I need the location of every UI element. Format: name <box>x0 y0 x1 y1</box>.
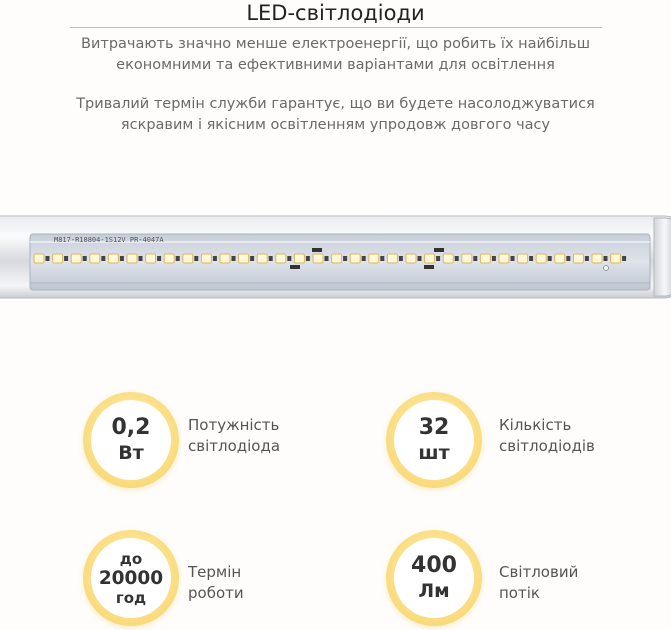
led-resistor <box>139 256 143 261</box>
led-chip <box>220 254 230 263</box>
power-badge <box>83 392 179 488</box>
count-unit: шт <box>418 442 450 464</box>
flux-label <box>499 562 578 604</box>
led-resistor <box>287 256 291 261</box>
intro-line: яскравим і якісним освітленням упродовж довгого часу <box>120 117 551 133</box>
led-resistor <box>46 256 50 261</box>
led-chip <box>108 254 118 263</box>
intro-paragraph-1 <box>0 34 671 76</box>
page-title: LED-світлодіоди <box>246 1 425 25</box>
power-label-line: світлодіода <box>188 437 281 455</box>
power-value: 0,2 <box>111 415 151 440</box>
led-resistor <box>622 256 626 261</box>
led-chip <box>406 254 416 263</box>
led-chip <box>443 254 453 263</box>
led-resistor <box>120 256 124 261</box>
led-chip <box>332 254 342 263</box>
led-resistor <box>343 256 347 261</box>
led-chip <box>294 254 304 263</box>
led-resistor <box>213 256 217 261</box>
count-label <box>499 415 595 457</box>
led-resistor <box>548 256 552 261</box>
led-chip <box>90 254 100 263</box>
led-resistor <box>232 256 236 261</box>
lifetime-label-line: Термін <box>188 563 242 581</box>
power-unit: Вт <box>118 442 144 464</box>
led-chip <box>350 254 360 263</box>
led-resistor <box>176 256 180 261</box>
led-resistor <box>399 256 403 261</box>
led-chip <box>536 254 546 263</box>
led-resistor <box>250 256 254 261</box>
led-chip <box>611 254 621 263</box>
led-resistor <box>269 256 273 261</box>
lifetime-value: 20000 <box>98 567 164 589</box>
led-chip <box>201 254 211 263</box>
led-resistor <box>473 256 477 261</box>
led-resistor <box>418 256 422 261</box>
led-resistor <box>64 256 68 261</box>
led-resistor <box>362 256 366 261</box>
led-chip <box>425 254 435 263</box>
led-chip <box>592 254 602 263</box>
flux-badge <box>386 530 482 626</box>
led-resistor <box>380 256 384 261</box>
led-chip <box>499 254 509 263</box>
led-chip <box>555 254 565 263</box>
led-resistor <box>585 256 589 261</box>
lifetime-badge-inner <box>91 538 171 618</box>
led-resistor <box>566 256 570 261</box>
count-value: 32 <box>418 415 450 440</box>
led-resistor <box>511 256 515 261</box>
led-resistor <box>436 256 440 261</box>
flux-value: 400 <box>411 553 457 578</box>
power-label-line: Потужність <box>188 416 280 434</box>
lifetime-prefix: до <box>119 549 143 568</box>
led-chip <box>518 254 528 263</box>
count-label-line: світлодіодів <box>499 437 595 455</box>
lifetime-label <box>188 562 244 604</box>
intro-paragraph-2 <box>0 94 671 136</box>
led-resistor <box>492 256 496 261</box>
led-resistor <box>455 256 459 261</box>
flux-unit: Лм <box>418 580 450 602</box>
led-resistor <box>306 256 310 261</box>
led-chip <box>127 254 137 263</box>
flux-badge-inner <box>394 538 474 618</box>
led-chip <box>387 254 397 263</box>
strip-marking: M817-R18804-1S12V PR-4047A <box>54 236 164 244</box>
led-chip <box>71 254 81 263</box>
led-tube-image <box>0 210 671 302</box>
led-chip <box>34 254 44 263</box>
lifetime-unit: год <box>115 588 147 607</box>
led-resistor <box>101 256 105 261</box>
lifetime-label-line: роботи <box>188 584 244 602</box>
lifetime-badge <box>83 530 179 626</box>
led-chip <box>183 254 193 263</box>
led-chip <box>146 254 156 263</box>
count-badge-inner <box>394 400 474 480</box>
led-chip <box>257 254 267 263</box>
flux-label-line: Світловий <box>499 563 579 581</box>
led-chip <box>462 254 472 263</box>
led-resistor <box>194 256 198 261</box>
intro-line: Витрачають значно менше електроенергії, що робить їх найбільш <box>81 36 590 52</box>
led-resistor <box>529 256 533 261</box>
led-resistor <box>83 256 87 261</box>
count-badge <box>386 392 482 488</box>
led-resistor <box>604 256 608 261</box>
count-label-line: Кількість <box>499 416 572 434</box>
led-chip <box>53 254 63 263</box>
led-chip <box>480 254 490 263</box>
title-divider <box>70 27 602 28</box>
led-resistor <box>325 256 329 261</box>
led-chip <box>276 254 286 263</box>
intro-line: економними та ефективними варіантами для освітлення <box>116 57 555 73</box>
led-resistor <box>157 256 161 261</box>
flux-label-line: потік <box>499 584 540 602</box>
power-label <box>188 415 280 457</box>
led-chip <box>369 254 379 263</box>
led-chip <box>573 254 583 263</box>
led-chip <box>313 254 323 263</box>
led-chip <box>164 254 174 263</box>
intro-line: Тривалий термін служби гарантує, що ви будете насолоджуватися <box>76 96 595 112</box>
led-chip <box>239 254 249 263</box>
power-badge-inner <box>91 400 171 480</box>
